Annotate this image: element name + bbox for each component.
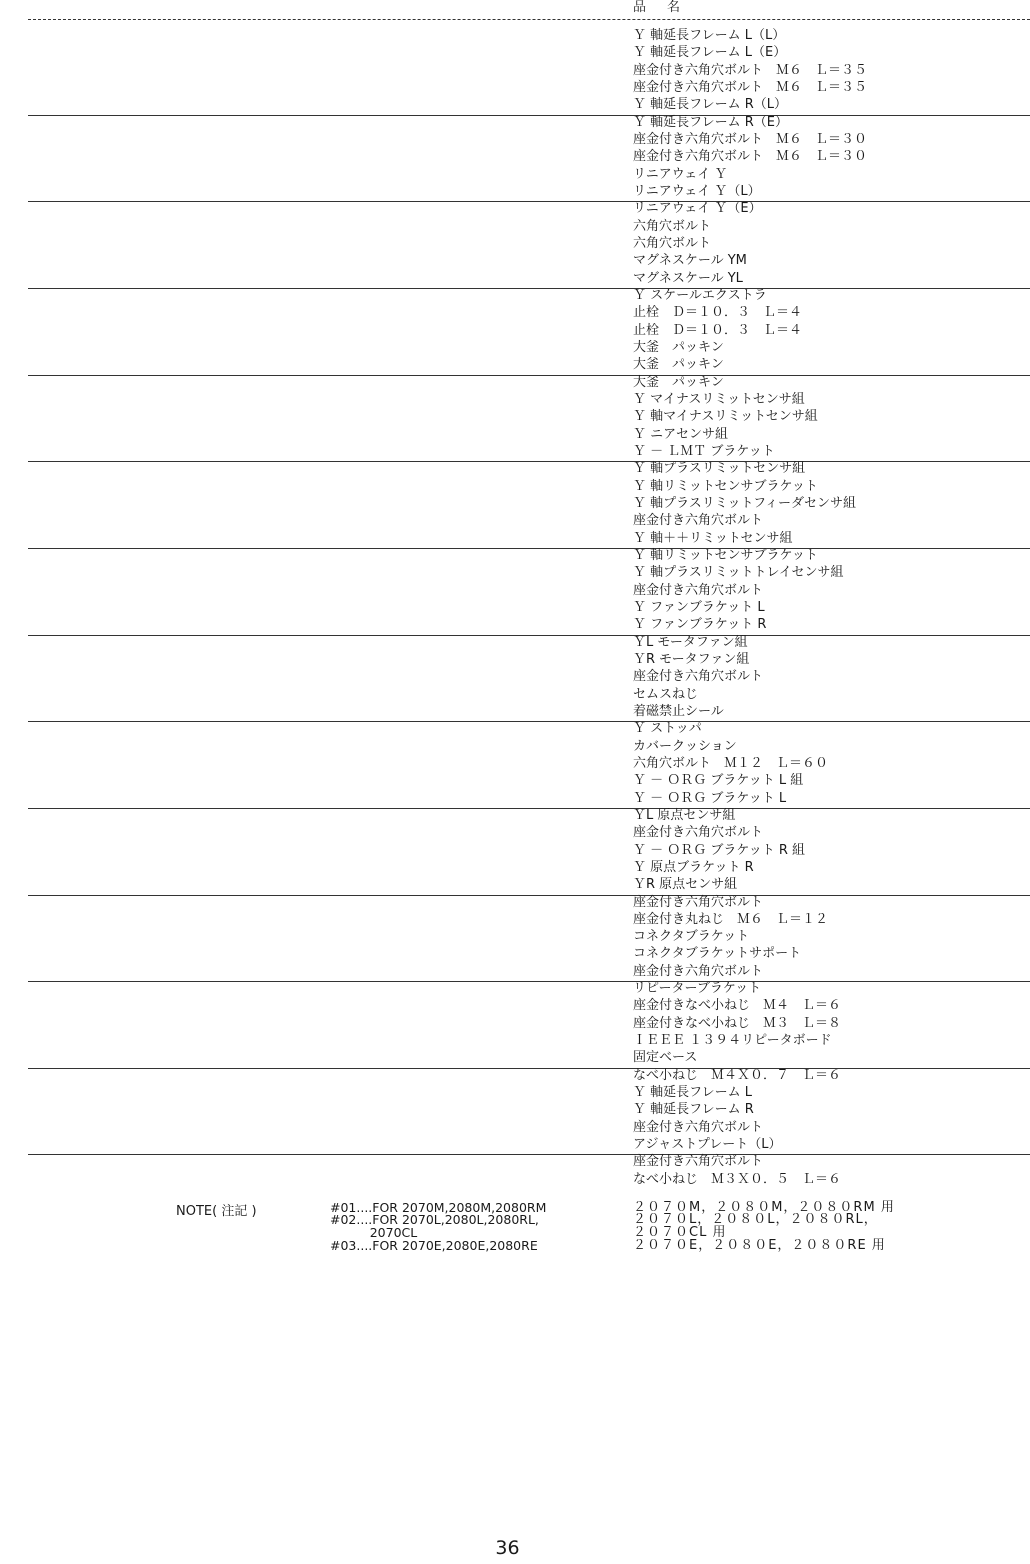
group-divider — [28, 635, 1030, 636]
part-name: 六角穴ボルト Ｍ１２ Ｌ＝６０ — [633, 755, 829, 771]
part-name: Ｙ 軸延長フレーム R（E） — [633, 114, 788, 130]
part-name: Ｙ 軸マイナスリミットセンサ組 — [633, 409, 818, 425]
part-name: Ｙ スケールエクストラ — [633, 287, 767, 303]
group-divider — [28, 721, 1030, 722]
part-name: セムスねじ — [633, 686, 699, 702]
part-name: リニアウェイ Ｙ — [633, 166, 728, 182]
part-name: 座金付き六角穴ボルト — [633, 1154, 764, 1170]
header-dashed-divider — [28, 19, 1030, 20]
part-name: 座金付き六角穴ボルト Ｍ６ Ｌ＝３５ — [633, 79, 868, 95]
part-name: リニアウェイ Ｙ（E） — [633, 201, 762, 217]
page-number: 36 — [495, 1537, 520, 1559]
note-code-line: #02....FOR 2070L,2080L,2080RL, — [330, 1212, 539, 1227]
note-code-line: #01....FOR 2070M,2080M,2080RM — [330, 1200, 547, 1215]
part-name: Ｙ － ＯＲＧ ブラケット L 組 — [633, 773, 804, 789]
part-name: Ｙ ニアセンサ組 — [633, 426, 729, 442]
part-name: Ｙ 軸延長フレーム L（L） — [633, 28, 786, 43]
note-code-line: #03....FOR 2070E,2080E,2080RE — [330, 1238, 538, 1253]
group-divider — [28, 1068, 1030, 1069]
part-name: Ｙ － ＯＲＧ ブラケット R 組 — [633, 842, 806, 858]
part-name: コネクタブラケット — [633, 929, 750, 945]
part-name: なべ小ねじ Ｍ３Ｘ０．５ Ｌ＝６ — [633, 1171, 842, 1187]
part-name: リニアウェイ Ｙ（L） — [633, 183, 761, 199]
note-jp-line: ２０７０E，２０８０E，２０８０RE 用 — [633, 1238, 886, 1253]
part-name: Ｙ 軸プラスリミットフィーダセンサ組 — [633, 495, 857, 511]
group-divider — [28, 375, 1030, 376]
part-name: 六角穴ボルト — [633, 218, 712, 234]
part-name: Ｙ ストッパ — [633, 721, 702, 737]
part-name: 座金付き六角穴ボルト — [633, 669, 764, 685]
part-name: 固定ベース — [633, 1050, 698, 1066]
part-name: 大釜 パッキン — [633, 374, 724, 390]
part-name: 座金付き六角穴ボルト Ｍ６ Ｌ＝３０ — [633, 149, 868, 165]
part-name: Ｙ 軸プラスリミットトレイセンサ組 — [633, 565, 844, 581]
part-name: 座金付き六角穴ボルト — [633, 1119, 764, 1135]
part-name: ＹR 原点センサ組 — [633, 877, 738, 893]
part-name: Ｙ 軸リミットセンサブラケット — [633, 478, 818, 494]
group-divider — [28, 981, 1030, 982]
group-divider — [28, 895, 1030, 896]
group-divider — [28, 548, 1030, 549]
part-name: 止栓 Ｄ＝１０．３ Ｌ＝４ — [633, 305, 803, 321]
part-name: ＹR モータファン組 — [633, 651, 750, 667]
part-name: Ｙ マイナスリミットセンサ組 — [633, 391, 805, 407]
part-name: 六角穴ボルト — [633, 235, 712, 251]
part-name: 座金付き六角穴ボルト — [633, 513, 764, 529]
part-name: Ｙ 原点ブラケット R — [633, 859, 754, 875]
part-name: アジャストプレート（L） — [633, 1137, 782, 1153]
part-name: 止栓 Ｄ＝１０．３ Ｌ＝４ — [633, 322, 803, 338]
part-name: カバークッション — [633, 738, 737, 754]
part-name: 座金付き六角穴ボルト — [633, 963, 764, 979]
part-name: Ｙ ファンブラケット R — [633, 617, 767, 633]
part-name: ＹL モータファン組 — [633, 634, 748, 650]
part-name: 大釜 パッキン — [633, 339, 724, 355]
part-name: Ｙ 軸延長フレーム L（E） — [633, 45, 787, 61]
part-name: Ｙ 軸延長フレーム R（L） — [633, 97, 788, 113]
note-code-line: 2070CL — [330, 1225, 418, 1240]
part-name: リピーターブラケット — [633, 981, 762, 997]
group-divider — [28, 201, 1030, 202]
part-name: Ｙ － ＯＲＧ ブラケット L — [633, 790, 787, 806]
part-name: Ｙ 軸延長フレーム R — [633, 1102, 754, 1118]
note-jp-line: ２０７０L，２０８０L，２０８０RL， — [633, 1212, 878, 1227]
part-name: ＩＥＥＥ １３９４リピータボード — [633, 1033, 832, 1049]
part-name: 座金付きなべ小ねじ Ｍ３ Ｌ＝８ — [633, 1015, 842, 1031]
group-divider — [28, 288, 1030, 289]
column-header-part-name: 品 名 — [633, 0, 685, 15]
part-name: Ｙ ファンブラケット L — [633, 599, 765, 615]
part-name: 着磁禁止シール — [633, 703, 724, 719]
part-name: Ｙ 軸延長フレーム L — [633, 1085, 752, 1101]
part-name: なべ小ねじ Ｍ４Ｘ０．７ Ｌ＝６ — [633, 1067, 842, 1083]
part-name: 座金付き丸ねじ Ｍ６ Ｌ＝１２ — [633, 911, 829, 927]
part-name: マグネスケール YM — [633, 253, 747, 269]
part-name: 座金付きなべ小ねじ Ｍ４ Ｌ＝６ — [633, 998, 842, 1014]
note-label: NOTE( 注記 ) — [176, 1204, 257, 1219]
group-divider — [28, 115, 1030, 116]
part-name: 座金付き六角穴ボルト — [633, 582, 764, 598]
part-name: Ｙ 軸リミットセンサブラケット — [633, 547, 818, 563]
group-divider — [28, 808, 1030, 809]
part-name: マグネスケール YL — [633, 270, 743, 286]
part-name: 座金付き六角穴ボルト Ｍ６ Ｌ＝３５ — [633, 62, 868, 78]
group-divider — [28, 1154, 1030, 1155]
note-jp-line: ２０７０M，２０８０M，２０８０RM 用 — [633, 1200, 895, 1215]
part-name: 大釜 パッキン — [633, 357, 724, 373]
part-name: 座金付き六角穴ボルト — [633, 825, 764, 841]
part-name: Ｙ 軸＋＋リミットセンサ組 — [633, 530, 793, 546]
part-name: 座金付き六角穴ボルト — [633, 894, 764, 910]
part-name: Ｙ － ＬＭＴ ブラケット — [633, 443, 775, 459]
part-name: ＹL 原点センサ組 — [633, 807, 736, 823]
note-jp-line: ２０７０CL 用 — [633, 1225, 727, 1240]
part-name: Ｙ 軸プラスリミットセンサ組 — [633, 461, 806, 477]
group-divider — [28, 461, 1030, 462]
part-name: 座金付き六角穴ボルト Ｍ６ Ｌ＝３０ — [633, 131, 868, 147]
part-name: コネクタブラケットサポート — [633, 946, 802, 962]
